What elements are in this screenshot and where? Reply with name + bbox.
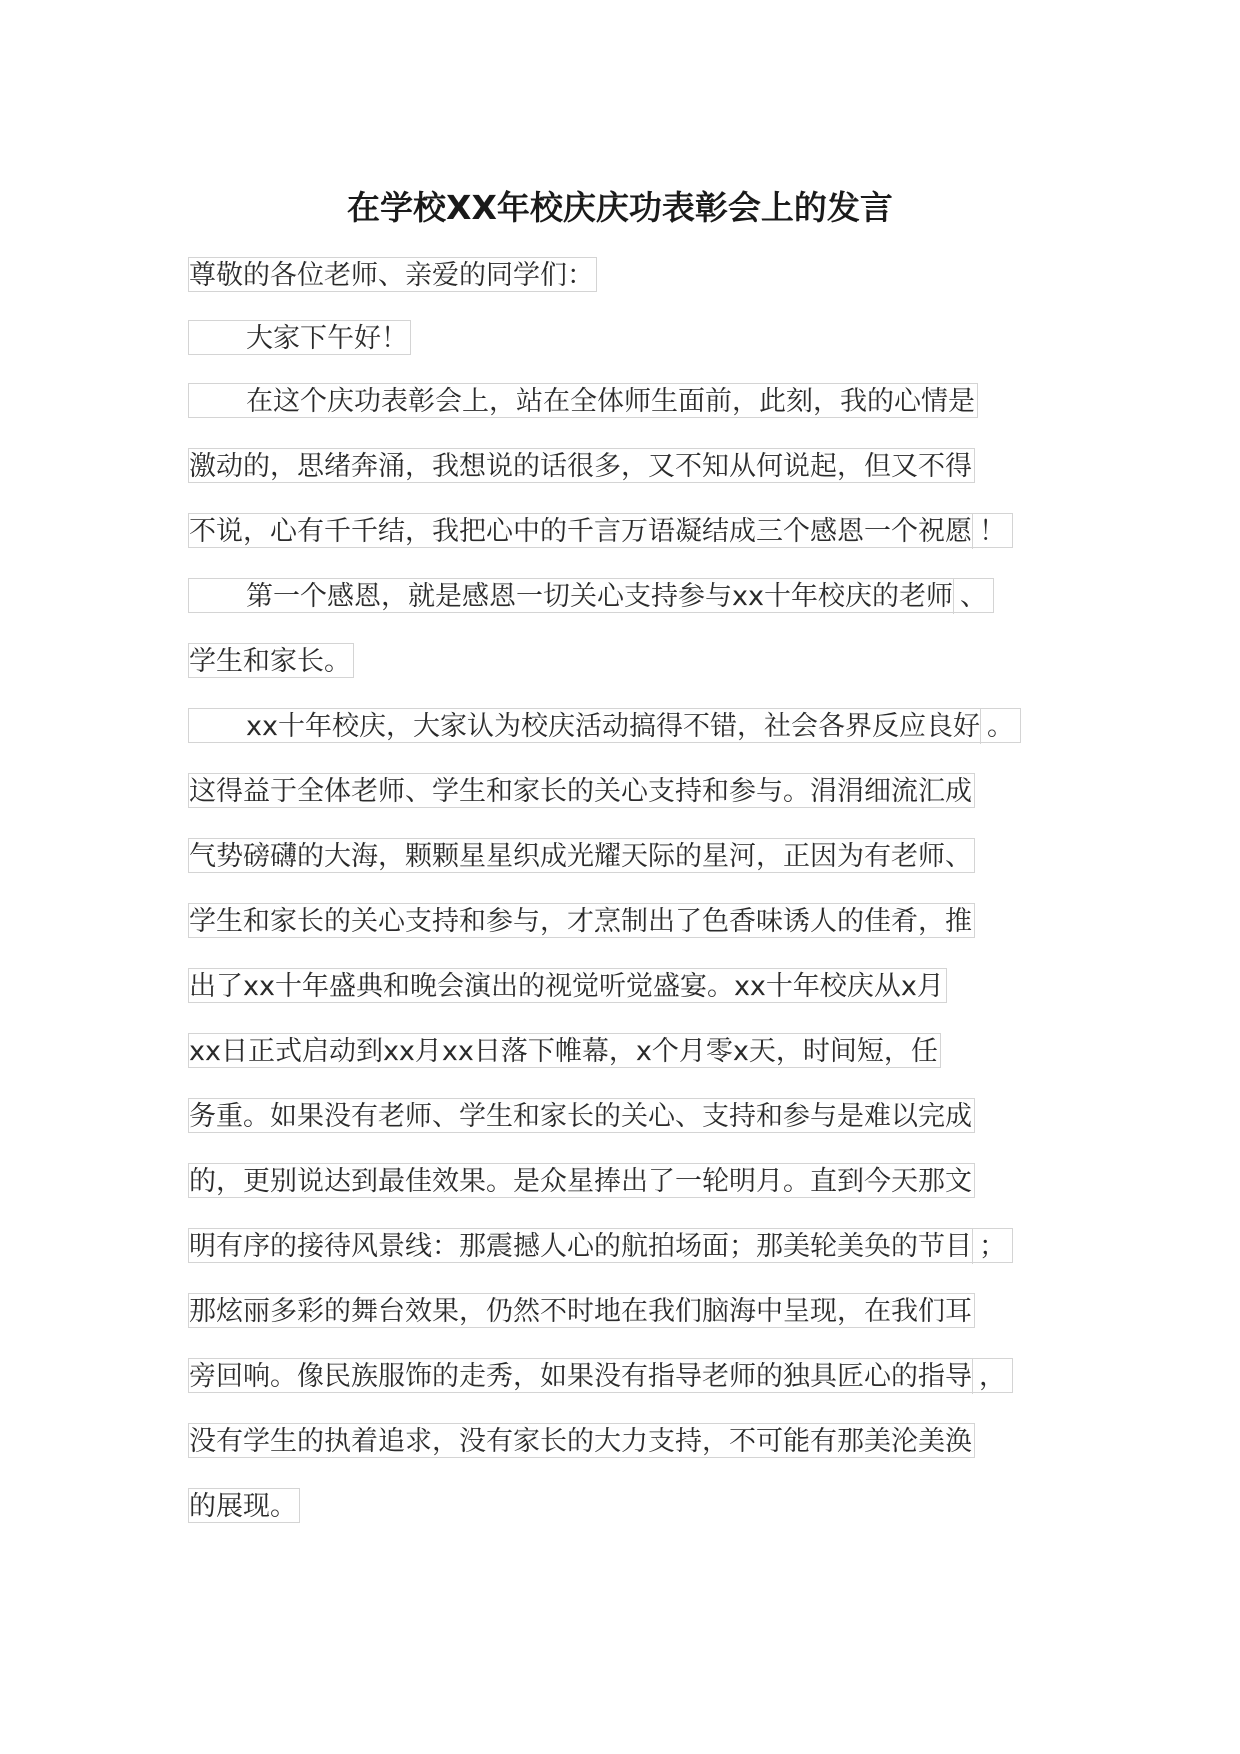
line-text: 务重。如果没有老师、学生和家长的关心、支持和参与是难以完成 [189, 1101, 972, 1132]
line-text: 没有学生的执着追求，没有家长的大力支持，不可能有那美沦美涣 [189, 1426, 972, 1457]
line-text: xx日正式启动到xx月xx日落下帷幕，x个月零x天，时间短，任 [189, 1036, 938, 1067]
line-text: 学生和家长。 [189, 646, 351, 677]
text-line [188, 1293, 975, 1328]
text-line [188, 513, 1013, 548]
text-line [188, 1228, 1013, 1263]
line-tail-punctuation: 、 [953, 579, 991, 614]
text-line [188, 708, 1021, 743]
line-tail-punctuation: ！ [972, 514, 1010, 549]
line-text: 的，更别说达到最佳效果。是众星捧出了一轮明月。直到今天那文 [189, 1166, 972, 1197]
text-line-salutation [188, 257, 597, 292]
text-line [188, 903, 975, 938]
line-text: 第一个感恩，就是感恩一切关心支持参与xx十年校庆的老师 [246, 581, 953, 612]
line-text: 明有序的接待风景线：那震撼人心的航拍场面；那美轮美奂的节目 [189, 1231, 972, 1262]
line-text: 激动的，思绪奔涌，我想说的话很多，又不知从何说起，但又不得 [189, 451, 972, 482]
text-line [188, 1163, 975, 1198]
line-text: 尊敬的各位老师、亲爱的同学们： [189, 260, 594, 291]
text-line [188, 1033, 941, 1068]
line-text: 不说，心有千千结，我把心中的千言万语凝结成三个感恩一个祝愿 [189, 516, 972, 547]
line-tail-punctuation: 。 [980, 709, 1018, 744]
text-line [188, 1358, 1013, 1393]
text-line [188, 968, 947, 1003]
text-line [188, 578, 994, 613]
line-text: 出了xx十年盛典和晚会演出的视觉听觉盛宴。xx十年校庆从x月 [189, 971, 944, 1002]
line-text: 旁回响。像民族服饰的走秀，如果没有指导老师的独具匠心的指导 [189, 1361, 972, 1392]
text-line [188, 1098, 975, 1133]
document-title: 在学校XX年校庆庆功表彰会上的发言 [347, 188, 893, 227]
line-text: 在这个庆功表彰会上，站在全体师生面前，此刻，我的心情是 [246, 386, 975, 417]
line-text: 学生和家长的关心支持和参与，才烹制出了色香味诱人的佳肴，推 [189, 906, 972, 937]
line-text: 那炫丽多彩的舞台效果，仍然不时地在我们脑海中呈现，在我们耳 [189, 1296, 972, 1327]
line-tail-punctuation: ， [972, 1359, 1010, 1394]
text-line [188, 773, 975, 808]
line-text: 大家下午好！ [246, 323, 408, 354]
line-tail-punctuation: ； [972, 1229, 1010, 1264]
line-text: 这得益于全体老师、学生和家长的关心支持和参与。涓涓细流汇成 [189, 776, 972, 807]
line-text: 的展现。 [189, 1491, 297, 1522]
text-line-greeting [188, 320, 411, 355]
line-text: xx十年校庆，大家认为校庆活动搞得不错，社会各界反应良好 [246, 711, 980, 742]
text-line [188, 448, 975, 483]
text-line [188, 643, 354, 678]
text-line [188, 1488, 300, 1523]
line-text: 气势磅礴的大海，颗颗星星织成光耀天际的星河，正因为有老师、 [189, 841, 972, 872]
text-line [188, 1423, 975, 1458]
text-line [188, 838, 975, 873]
text-line [188, 383, 978, 418]
